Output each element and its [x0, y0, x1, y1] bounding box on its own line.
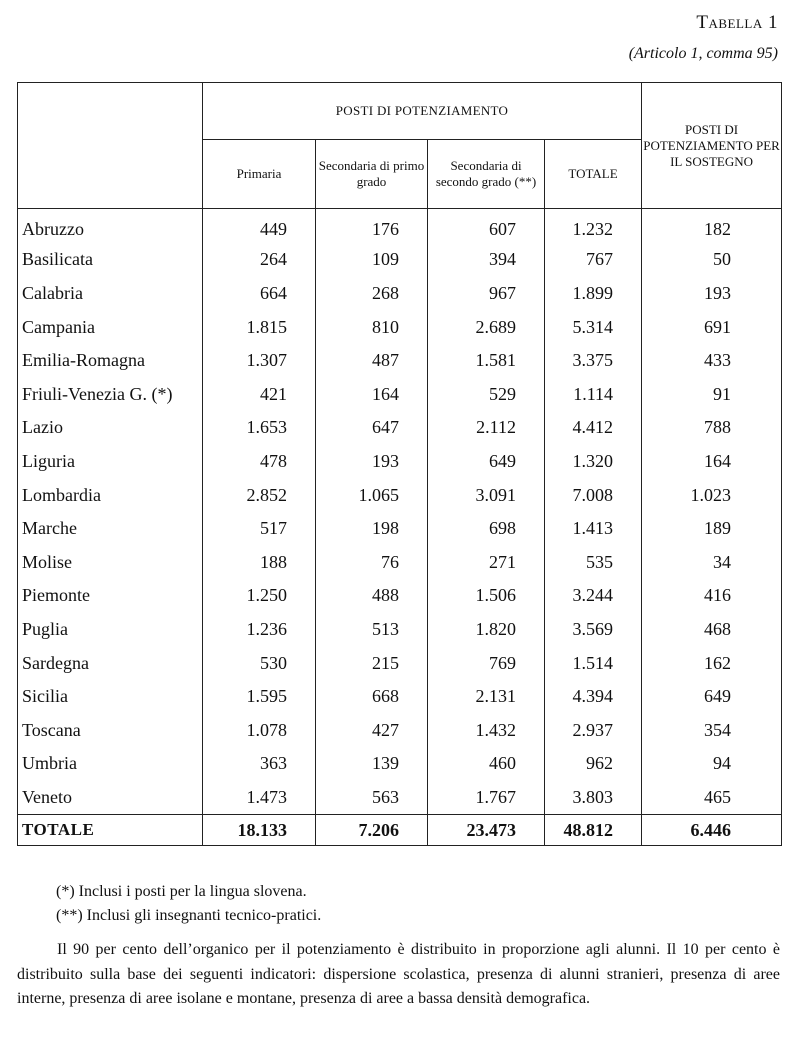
- cell-primaria: 1.307: [203, 343, 316, 377]
- table-row: [18, 310, 782, 344]
- cell-primaria: 449: [203, 209, 316, 243]
- cell-sostegno: 649: [642, 679, 782, 713]
- table-row: [18, 511, 782, 545]
- region-cell: Basilicata: [18, 243, 203, 277]
- cell-secondo-grado: 769: [428, 646, 545, 680]
- cell-primo-grado: 647: [316, 411, 428, 445]
- cell-totale: 3.375: [545, 343, 642, 377]
- cell-totale: 962: [545, 747, 642, 781]
- cell-primo-grado: 810: [316, 310, 428, 344]
- cell-primaria: 264: [203, 243, 316, 277]
- cell-secondo-grado: 1.767: [428, 780, 545, 814]
- cell-primo-grado: 427: [316, 713, 428, 747]
- table-row: [18, 377, 782, 411]
- cell-primaria: 2.852: [203, 478, 316, 512]
- table-row: [18, 276, 782, 310]
- cell-sostegno: 193: [642, 276, 782, 310]
- region-cell: Marche: [18, 511, 203, 545]
- cell-primo-grado: 215: [316, 646, 428, 680]
- cell-primo-grado: 164: [316, 377, 428, 411]
- header-sostegno: POSTI DI POTENZIAMENTO PER IL SOSTEGNO: [642, 83, 782, 209]
- cell-totale: 2.937: [545, 713, 642, 747]
- cell-primo-grado: 563: [316, 780, 428, 814]
- cell-sostegno: 691: [642, 310, 782, 344]
- cell-secondo-grado: 460: [428, 747, 545, 781]
- table-subtitle: (Articolo 1, comma 95): [628, 45, 778, 62]
- header-secondaria-primo-grado: Secondaria di primo grado: [316, 140, 428, 209]
- table-row: [18, 478, 782, 512]
- header-primaria: Primaria: [203, 140, 316, 209]
- footnotes: [56, 880, 321, 928]
- cell-primo-grado: 193: [316, 444, 428, 478]
- region-cell: Lombardia: [18, 478, 203, 512]
- cell-sostegno: 50: [642, 243, 782, 277]
- cell-secondo-grado: 1.506: [428, 579, 545, 613]
- cell-primaria: 421: [203, 377, 316, 411]
- region-header-cell: [18, 83, 203, 209]
- cell-sostegno: 465: [642, 780, 782, 814]
- cell-primo-grado: 198: [316, 511, 428, 545]
- cell-primo-grado: 1.065: [316, 478, 428, 512]
- explanatory-paragraph: Il 90 per cento dell’organico per il potenziamento è distribuito in proporzione agli alunni. Il 10 per cento è distribuito sulla base dei seguenti indicatori: dispersione scolastica, presenza di alunni stranieri, presenza di aree interne, presenza di aree isolane e montane, presenza di aree a bassa densità demografica.: [17, 941, 780, 1007]
- cell-secondo-grado: 2.131: [428, 679, 545, 713]
- total-totale: 48.812: [545, 814, 642, 845]
- table-row: [18, 444, 782, 478]
- cell-primo-grado: 176: [316, 209, 428, 243]
- cell-secondo-grado: 1.432: [428, 713, 545, 747]
- table-row: [18, 545, 782, 579]
- table-row: [18, 343, 782, 377]
- region-cell: Molise: [18, 545, 203, 579]
- cell-sostegno: 162: [642, 646, 782, 680]
- footnote-slovena: (*) Inclusi i posti per la lingua slovena.: [56, 883, 307, 900]
- table-row: [18, 747, 782, 781]
- cell-primo-grado: 487: [316, 343, 428, 377]
- cell-primo-grado: 513: [316, 612, 428, 646]
- table-title: Tabella 1: [696, 12, 778, 33]
- table-row: [18, 209, 782, 243]
- cell-primaria: 530: [203, 646, 316, 680]
- cell-secondo-grado: 967: [428, 276, 545, 310]
- region-cell: Liguria: [18, 444, 203, 478]
- cell-primo-grado: 668: [316, 679, 428, 713]
- cell-primaria: 1.653: [203, 411, 316, 445]
- total-row: [18, 814, 782, 845]
- table-row: [18, 612, 782, 646]
- cell-sostegno: 354: [642, 713, 782, 747]
- cell-secondo-grado: 394: [428, 243, 545, 277]
- cell-secondo-grado: 1.581: [428, 343, 545, 377]
- cell-totale: 1.114: [545, 377, 642, 411]
- cell-primaria: 517: [203, 511, 316, 545]
- cell-primaria: 1.815: [203, 310, 316, 344]
- region-cell: Sicilia: [18, 679, 203, 713]
- cell-sostegno: 91: [642, 377, 782, 411]
- allocation-table: [17, 82, 782, 846]
- cell-primo-grado: 139: [316, 747, 428, 781]
- region-cell: Puglia: [18, 612, 203, 646]
- cell-primaria: 1.595: [203, 679, 316, 713]
- cell-totale: 1.899: [545, 276, 642, 310]
- cell-totale: 535: [545, 545, 642, 579]
- cell-sostegno: 788: [642, 411, 782, 445]
- cell-sostegno: 164: [642, 444, 782, 478]
- cell-sostegno: 189: [642, 511, 782, 545]
- cell-secondo-grado: 2.689: [428, 310, 545, 344]
- cell-totale: 767: [545, 243, 642, 277]
- total-label: TOTALE: [18, 814, 203, 845]
- cell-primaria: 478: [203, 444, 316, 478]
- region-cell: Lazio: [18, 411, 203, 445]
- region-cell: Umbria: [18, 747, 203, 781]
- cell-totale: 3.803: [545, 780, 642, 814]
- table-row: [18, 646, 782, 680]
- total-secondo-grado: 23.473: [428, 814, 545, 845]
- cell-totale: 1.232: [545, 209, 642, 243]
- total-primaria: 18.133: [203, 814, 316, 845]
- cell-secondo-grado: 3.091: [428, 478, 545, 512]
- cell-totale: 1.413: [545, 511, 642, 545]
- region-cell: Piemonte: [18, 579, 203, 613]
- cell-primaria: 664: [203, 276, 316, 310]
- group-header-potenziamento: POSTI DI POTENZIAMENTO: [203, 83, 642, 140]
- region-cell: Friuli-Venezia G. (*): [18, 377, 203, 411]
- cell-secondo-grado: 607: [428, 209, 545, 243]
- table-row: [18, 411, 782, 445]
- cell-secondo-grado: 649: [428, 444, 545, 478]
- cell-secondo-grado: 2.112: [428, 411, 545, 445]
- cell-totale: 3.244: [545, 579, 642, 613]
- cell-sostegno: 182: [642, 209, 782, 243]
- region-cell: Toscana: [18, 713, 203, 747]
- table-row: [18, 679, 782, 713]
- cell-sostegno: 94: [642, 747, 782, 781]
- cell-secondo-grado: 698: [428, 511, 545, 545]
- table-row: [18, 713, 782, 747]
- cell-primo-grado: 109: [316, 243, 428, 277]
- cell-sostegno: 34: [642, 545, 782, 579]
- cell-sostegno: 416: [642, 579, 782, 613]
- cell-primaria: 1.473: [203, 780, 316, 814]
- cell-totale: 4.394: [545, 679, 642, 713]
- region-cell: Veneto: [18, 780, 203, 814]
- cell-primo-grado: 268: [316, 276, 428, 310]
- cell-primaria: 188: [203, 545, 316, 579]
- region-cell: Emilia-Romagna: [18, 343, 203, 377]
- footnote-tecnico-pratici: (**) Inclusi gli insegnanti tecnico-pratici.: [56, 907, 322, 924]
- header-totale: TOTALE: [545, 140, 642, 209]
- cell-primaria: 1.250: [203, 579, 316, 613]
- region-cell: Sardegna: [18, 646, 203, 680]
- cell-primaria: 1.078: [203, 713, 316, 747]
- cell-primaria: 363: [203, 747, 316, 781]
- table-row: [18, 780, 782, 814]
- cell-secondo-grado: 529: [428, 377, 545, 411]
- cell-sostegno: 468: [642, 612, 782, 646]
- total-sostegno: 6.446: [642, 814, 782, 845]
- cell-totale: 1.320: [545, 444, 642, 478]
- cell-primaria: 1.236: [203, 612, 316, 646]
- cell-sostegno: 433: [642, 343, 782, 377]
- table-row: [18, 243, 782, 277]
- cell-sostegno: 1.023: [642, 478, 782, 512]
- table-row: [18, 579, 782, 613]
- cell-totale: 7.008: [545, 478, 642, 512]
- region-cell: Calabria: [18, 276, 203, 310]
- cell-secondo-grado: 271: [428, 545, 545, 579]
- cell-totale: 1.514: [545, 646, 642, 680]
- total-primo-grado: 7.206: [316, 814, 428, 845]
- cell-secondo-grado: 1.820: [428, 612, 545, 646]
- header-secondaria-secondo-grado: Secondaria di secondo grado (**): [428, 140, 545, 209]
- cell-primo-grado: 488: [316, 579, 428, 613]
- cell-totale: 4.412: [545, 411, 642, 445]
- cell-totale: 3.569: [545, 612, 642, 646]
- region-cell: Abruzzo: [18, 209, 203, 243]
- region-cell: Campania: [18, 310, 203, 344]
- cell-primo-grado: 76: [316, 545, 428, 579]
- cell-totale: 5.314: [545, 310, 642, 344]
